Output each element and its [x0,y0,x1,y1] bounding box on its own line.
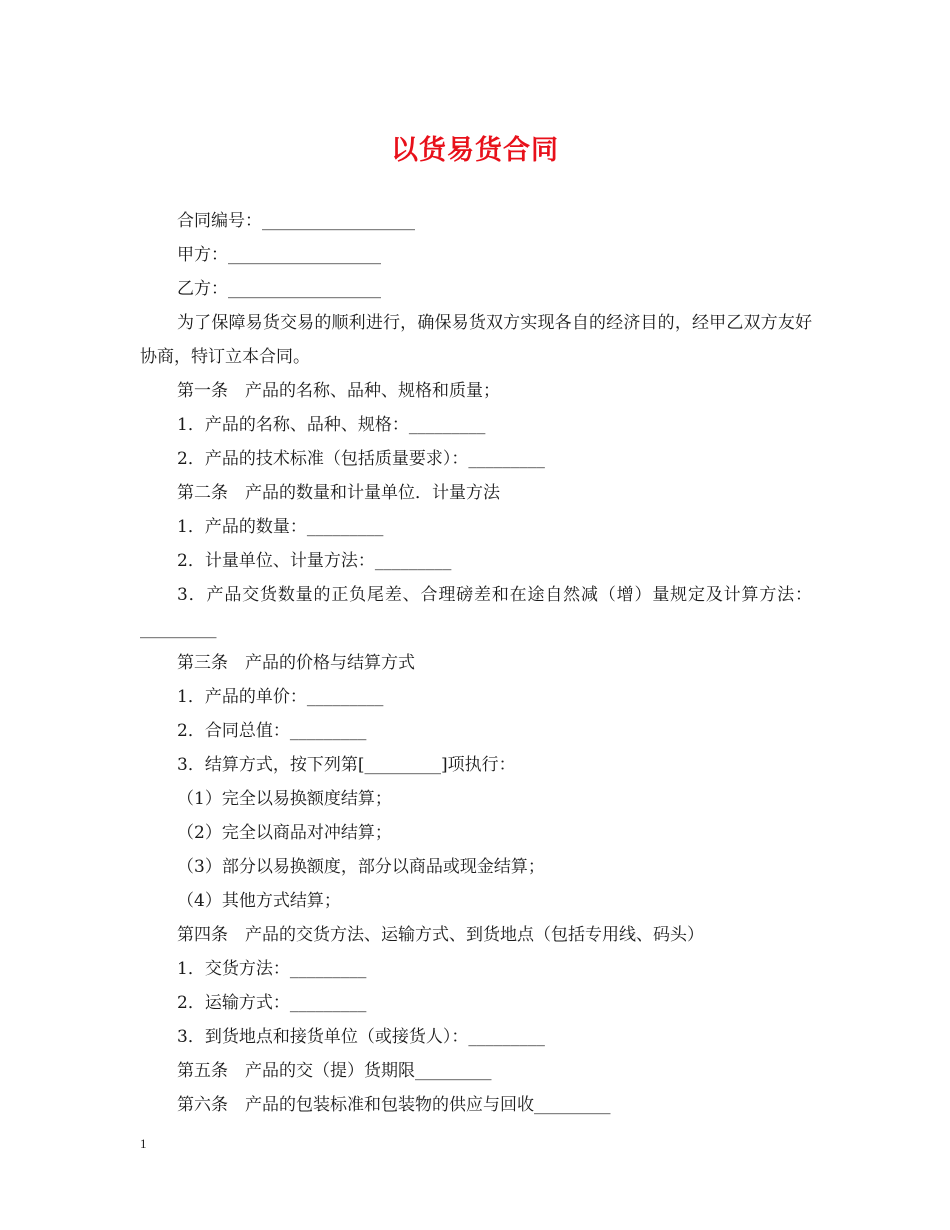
text-line: 第一条 产品的名称、品种、规格和质量； [177,381,500,401]
text-line: 1．交货方法：_________ [177,959,367,979]
text-line: （4）其他方式结算； [177,891,341,911]
paragraph: 3．产品交货数量的正负尾差、合理磅差和在途自然减（增）量规定及计算方法：_________ [140,585,812,639]
page-number: 1 [140,1136,147,1151]
text-line: （3）部分以易换额度，部分以商品或现金结算； [177,857,545,877]
text-line: 第五条 产品的交（提）货期限_________ [177,1061,492,1081]
text-line: 2．合同总值：_________ [177,721,367,741]
text-line: 乙方：__________________ [177,279,381,299]
text-line: 第三条 产品的价格与结算方式 [177,653,415,673]
text-line: （2）完全以商品对冲结算； [177,823,392,843]
text-line: 第四条 产品的交货方法、运输方式、到货地点（包括专用线、码头） [177,925,704,945]
text-line: 第二条 产品的数量和计量单位．计量方法 [177,483,500,503]
text-line: 1．产品的名称、品种、规格：_________ [177,415,486,435]
text-line: 3．结算方式，按下列第[_________]项执行： [177,755,516,775]
text-line: 1．产品的数量：_________ [177,517,384,537]
text-line: 2．产品的技术标准（包括质量要求）：_________ [177,449,545,469]
document-body [140,204,812,1122]
text-line: 第六条 产品的包装标准和包装物的供应与回收_________ [177,1095,611,1115]
text-line: 2．运输方式：_________ [177,993,367,1013]
text-line: （1）完全以易换额度结算； [177,789,392,809]
text-line: 1．产品的单价：_________ [177,687,384,707]
text-line: 2．计量单位、计量方法：_________ [177,551,452,571]
text-line: 3．到货地点和接货单位（或接货人）：_________ [177,1027,545,1047]
text-line: 合同编号：__________________ [177,211,415,231]
paragraph: 为了保障易货交易的顺利进行，确保易货双方实现各自的经济目的，经甲乙双方友好协商，特订立本合同。 [140,313,812,367]
document-title: 以货易货合同 [391,135,559,166]
text-line: 甲方：__________________ [177,245,381,265]
